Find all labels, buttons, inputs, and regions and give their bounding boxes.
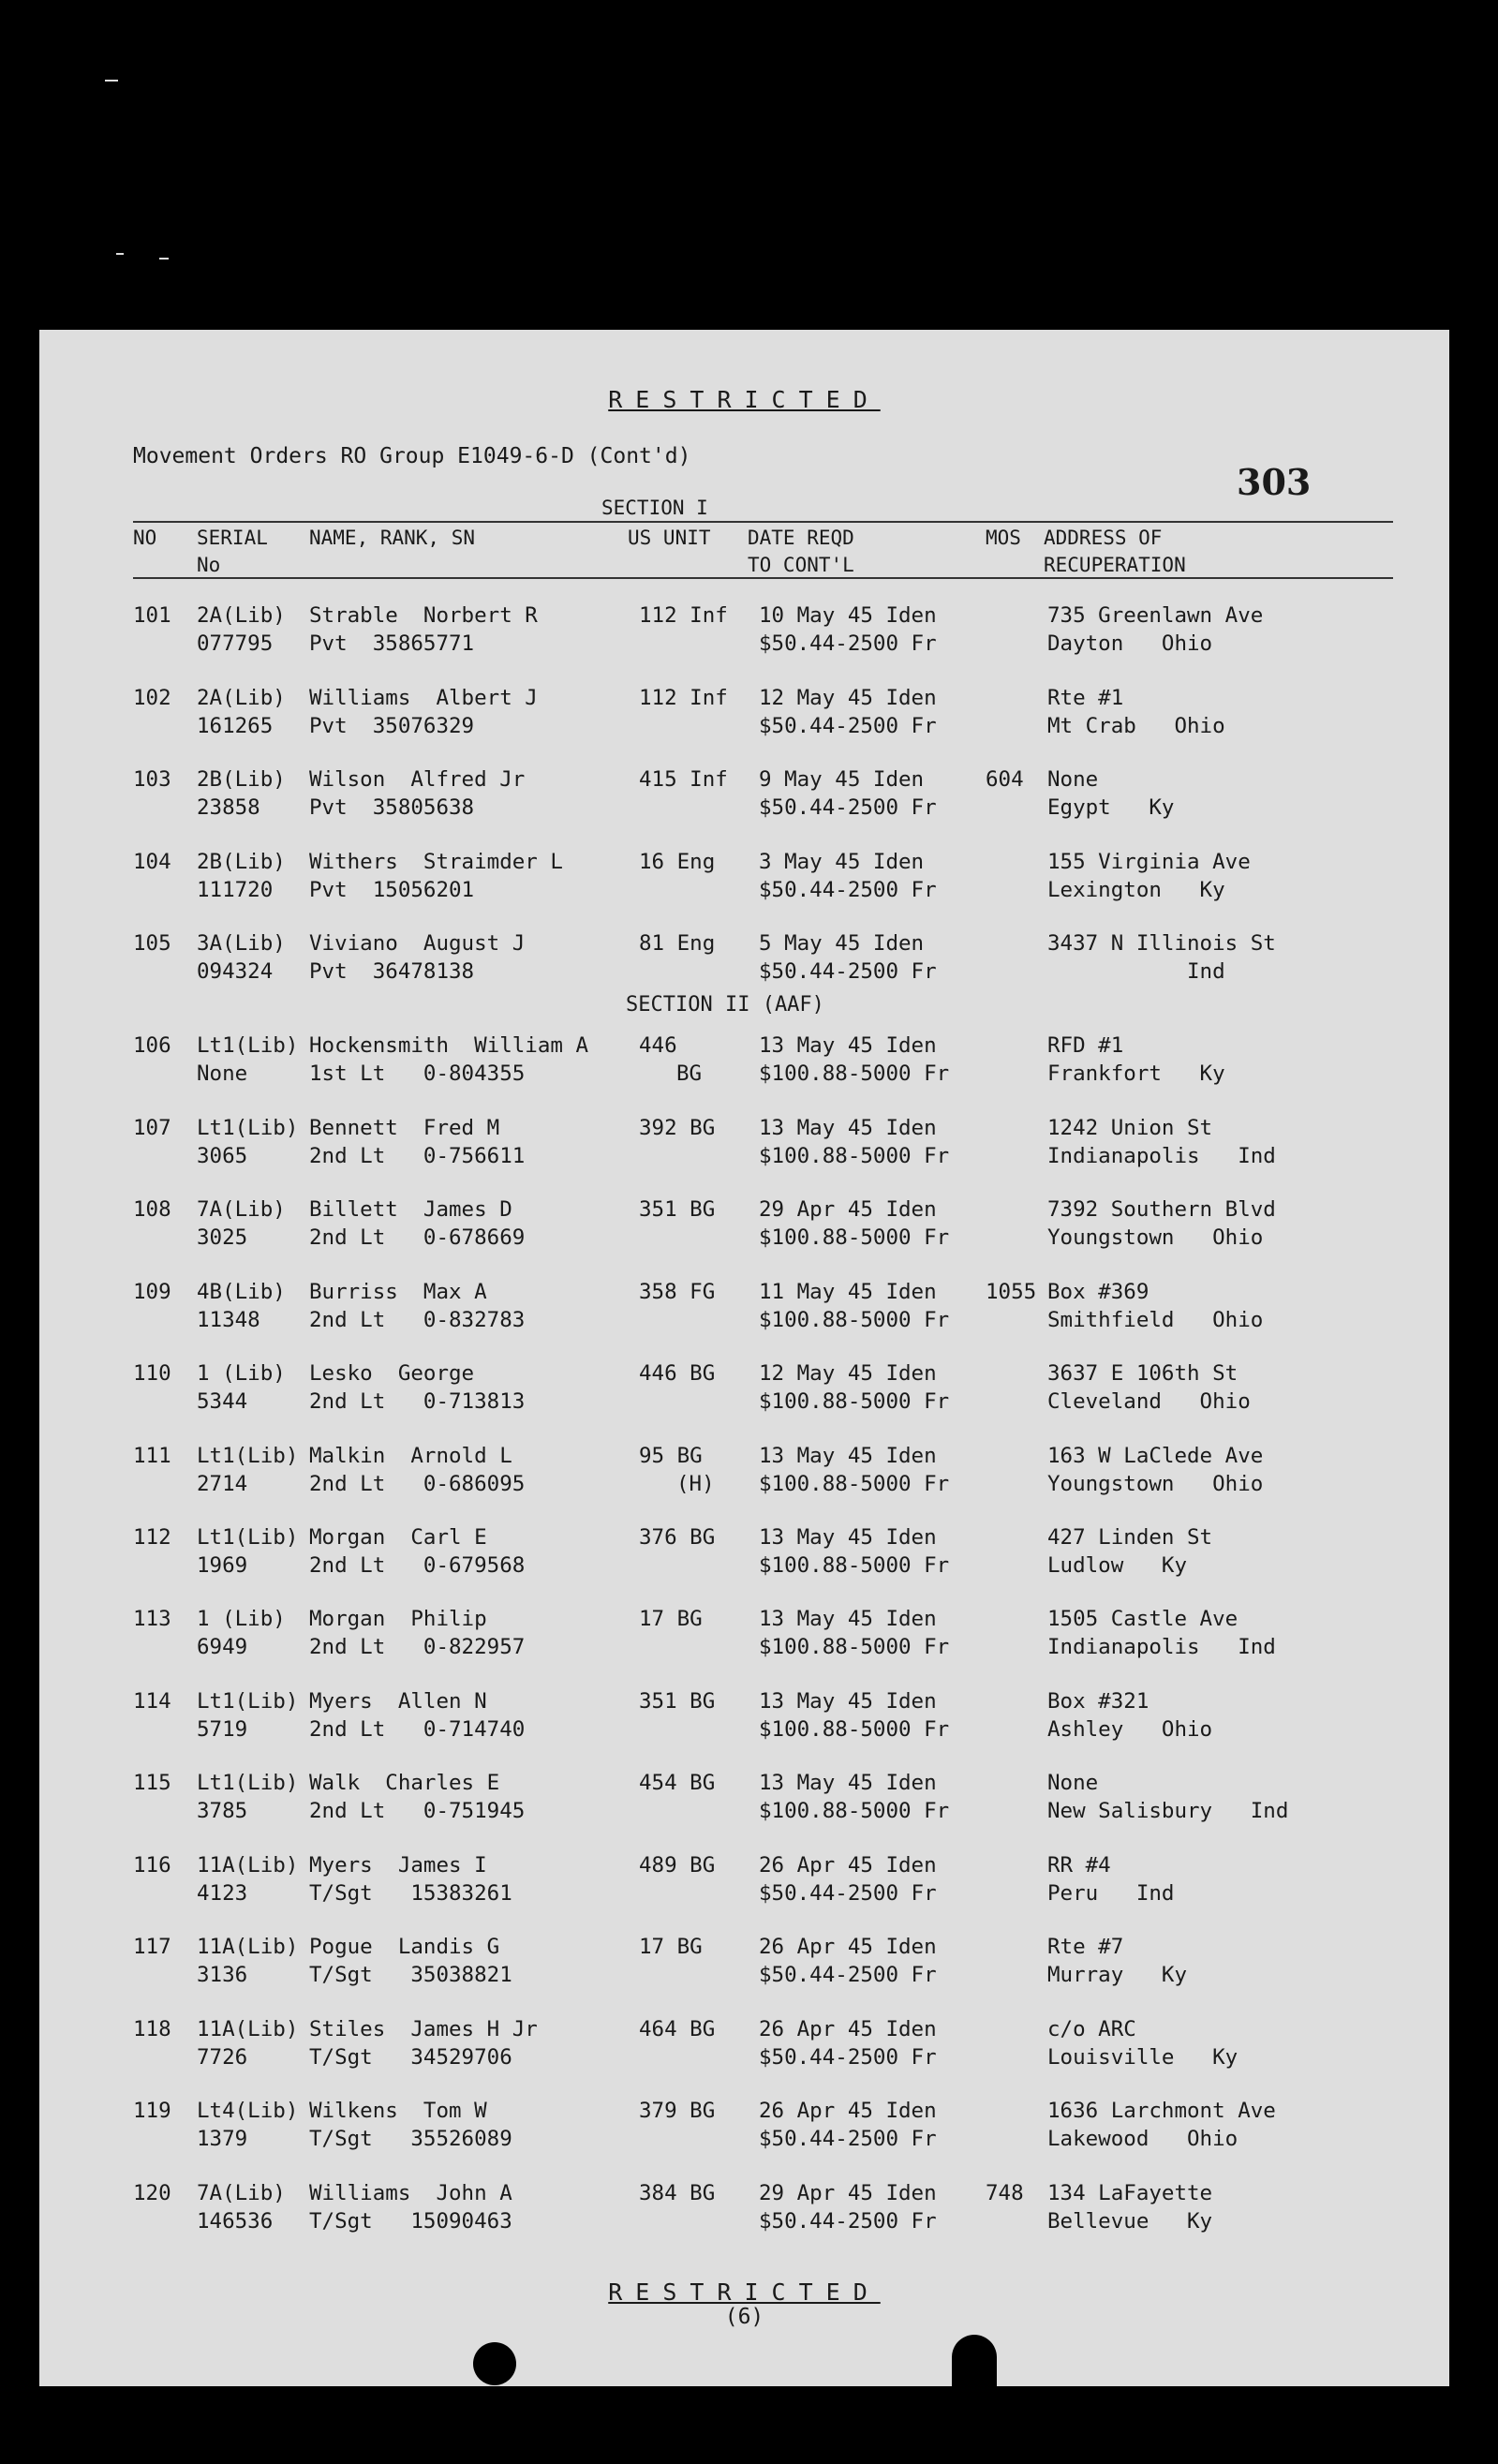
record-row	[39, 1687, 1449, 1753]
record-unit: 376 BG	[639, 1525, 716, 1550]
record-serial: 4B(Lib)	[197, 1280, 286, 1304]
record-name: Morgan Carl E	[309, 1525, 487, 1550]
footer-page-number: (6)	[724, 2305, 764, 2329]
record-serial: 2A(Lib)	[197, 603, 286, 628]
record-pay: $100.88-5000 Fr	[759, 1717, 950, 1742]
record-no: 103	[133, 767, 171, 792]
record-rank-sn: 2nd Lt 0-679568	[309, 1553, 526, 1578]
record-serial: Lt1(Lib)	[197, 1116, 299, 1140]
record-name: Myers James I	[309, 1853, 487, 1878]
record-no: 113	[133, 1607, 171, 1631]
record-serial: Lt1(Lib)	[197, 1525, 299, 1550]
record-unit: 464 BG	[639, 2017, 716, 2041]
record-address: 163 W LaClede Ave	[1047, 1444, 1264, 1468]
record-rank-sn: 2nd Lt 0-686095	[309, 1472, 526, 1496]
col-address-2: RECUPERATION	[1044, 554, 1186, 576]
record-city: Smithfield Ohio	[1047, 1308, 1264, 1332]
record-date: 13 May 45 Iden	[759, 1444, 937, 1468]
record-address: None	[1047, 1771, 1099, 1795]
record-city: Louisville Ky	[1047, 2045, 1238, 2070]
record-row	[39, 684, 1449, 750]
record-rank-sn: Pvt 35805638	[309, 795, 475, 820]
record-pay: $100.88-5000 Fr	[759, 1553, 950, 1578]
record-no: 114	[133, 1689, 171, 1714]
record-unit: 384 BG	[639, 2181, 716, 2205]
record-serial2: None	[197, 1061, 248, 1086]
record-rank-sn: 2nd Lt 0-678669	[309, 1225, 526, 1250]
record-serial: 1 (Lib)	[197, 1607, 286, 1631]
record-city: Murray Ky	[1047, 1963, 1188, 1987]
header-rule-top	[133, 521, 1393, 523]
record-rank-sn: T/Sgt 35038821	[309, 1963, 512, 1987]
record-city: Bellevue Ky	[1047, 2209, 1213, 2234]
header-restricted: RESTRICTED	[608, 386, 881, 413]
record-city: New Salisbury Ind	[1047, 1799, 1289, 1823]
record-serial: 11A(Lib)	[197, 1853, 299, 1878]
record-row	[39, 1523, 1449, 1589]
record-serial2: 094324	[197, 959, 274, 984]
footer-restricted: RESTRICTED	[608, 2278, 881, 2306]
record-no: 112	[133, 1525, 171, 1550]
record-date: 26 Apr 45 Iden	[759, 1853, 937, 1878]
record-rank-sn: Pvt 35076329	[309, 714, 475, 738]
record-city: Indianapolis Ind	[1047, 1635, 1276, 1659]
record-no: 111	[133, 1444, 171, 1468]
record-row	[39, 765, 1449, 831]
record-rank-sn: Pvt 36478138	[309, 959, 475, 984]
record-row	[39, 1605, 1449, 1670]
record-serial2: 161265	[197, 714, 274, 738]
record-city: Lexington Ky	[1047, 878, 1225, 902]
record-address: 155 Virginia Ave	[1047, 850, 1251, 874]
record-date: 13 May 45 Iden	[759, 1689, 937, 1714]
record-address: 1242 Union St	[1047, 1116, 1213, 1140]
record-date: 3 May 45 Iden	[759, 850, 925, 874]
record-serial: Lt1(Lib)	[197, 1771, 299, 1795]
record-city: Lakewood Ohio	[1047, 2127, 1238, 2151]
record-date: 13 May 45 Iden	[759, 1525, 937, 1550]
record-serial: 2B(Lib)	[197, 767, 286, 792]
record-row	[39, 1933, 1449, 1998]
record-pay: $50.44-2500 Fr	[759, 2045, 937, 2070]
record-row	[39, 2015, 1449, 2081]
record-row	[39, 1278, 1449, 1343]
record-pay: $100.88-5000 Fr	[759, 1389, 950, 1414]
record-row	[39, 1851, 1449, 1917]
record-unit: 17 BG	[639, 1607, 703, 1631]
record-address: c/o ARC	[1047, 2017, 1136, 2041]
record-pay: $100.88-5000 Fr	[759, 1144, 950, 1168]
record-unit: 446	[639, 1033, 677, 1058]
record-date: 13 May 45 Iden	[759, 1033, 937, 1058]
record-unit: 351 BG	[639, 1197, 716, 1222]
record-serial2: 4123	[197, 1881, 248, 1906]
record-row	[39, 1769, 1449, 1834]
scan-mark	[159, 258, 169, 260]
record-rank-sn: T/Sgt 34529706	[309, 2045, 512, 2070]
record-pay: $100.88-5000 Fr	[759, 1308, 950, 1332]
record-serial2: 3025	[197, 1225, 248, 1250]
record-unit: 379 BG	[639, 2099, 716, 2123]
record-name: Lesko George	[309, 1361, 475, 1386]
record-date: 13 May 45 Iden	[759, 1116, 937, 1140]
record-serial2: 1379	[197, 2127, 248, 2151]
record-unit-2: BG	[676, 1061, 703, 1086]
record-row	[39, 1114, 1449, 1180]
record-date: 26 Apr 45 Iden	[759, 2099, 937, 2123]
record-name: Burriss Max A	[309, 1280, 487, 1304]
record-pay: $50.44-2500 Fr	[759, 1881, 937, 1906]
punch-hole	[473, 2342, 516, 2385]
record-rank-sn: T/Sgt 15090463	[309, 2209, 512, 2234]
record-mos: 604	[986, 767, 1024, 792]
record-serial2: 2714	[197, 1472, 248, 1496]
record-pay: $50.44-2500 Fr	[759, 631, 937, 656]
record-city: Ind	[1047, 959, 1225, 984]
document-subtitle: Movement Orders RO Group E1049-6-D (Cont'd)	[133, 444, 691, 468]
record-city: Indianapolis Ind	[1047, 1144, 1276, 1168]
record-address: RR #4	[1047, 1853, 1111, 1878]
record-rank-sn: 1st Lt 0-804355	[309, 1061, 526, 1086]
record-date: 12 May 45 Iden	[759, 1361, 937, 1386]
record-no: 108	[133, 1197, 171, 1222]
record-no: 115	[133, 1771, 171, 1795]
record-no: 118	[133, 2017, 171, 2041]
record-name: Strable Norbert R	[309, 603, 538, 628]
record-date: 29 Apr 45 Iden	[759, 1197, 937, 1222]
record-address: Rte #1	[1047, 686, 1124, 710]
record-unit: 415 Inf	[639, 767, 728, 792]
record-serial: Lt1(Lib)	[197, 1033, 299, 1058]
record-serial2: 146536	[197, 2209, 274, 2234]
record-pay: $100.88-5000 Fr	[759, 1472, 950, 1496]
record-city: Cleveland Ohio	[1047, 1389, 1251, 1414]
record-name: Viviano August J	[309, 931, 526, 956]
record-date: 13 May 45 Iden	[759, 1607, 937, 1631]
record-unit: 17 BG	[639, 1935, 703, 1959]
record-row	[39, 1442, 1449, 1507]
record-no: 104	[133, 850, 171, 874]
record-serial: 2B(Lib)	[197, 850, 286, 874]
record-row	[39, 2179, 1449, 2245]
record-city: Dayton Ohio	[1047, 631, 1213, 656]
record-no: 105	[133, 931, 171, 956]
record-row	[39, 2097, 1449, 2162]
record-address: None	[1047, 767, 1099, 792]
record-pay: $100.88-5000 Fr	[759, 1061, 950, 1086]
section-2-heading: SECTION II (AAF)	[626, 993, 824, 1017]
record-row	[39, 1359, 1449, 1425]
col-mos: MOS	[986, 527, 1021, 549]
record-no: 120	[133, 2181, 171, 2205]
record-unit: 489 BG	[639, 1853, 716, 1878]
record-rank-sn: Pvt 35865771	[309, 631, 475, 656]
record-serial: Lt4(Lib)	[197, 2099, 299, 2123]
record-serial2: 5719	[197, 1717, 248, 1742]
record-serial2: 11348	[197, 1308, 260, 1332]
record-name: Bennett Fred M	[309, 1116, 500, 1140]
record-pay: $50.44-2500 Fr	[759, 795, 937, 820]
record-date: 10 May 45 Iden	[759, 603, 937, 628]
record-rank-sn: 2nd Lt 0-713813	[309, 1389, 526, 1414]
record-rank-sn: 2nd Lt 0-714740	[309, 1717, 526, 1742]
record-unit: 16 Eng	[639, 850, 716, 874]
record-address: Box #369	[1047, 1280, 1149, 1304]
record-address: 427 Linden St	[1047, 1525, 1213, 1550]
record-rank-sn: 2nd Lt 0-751945	[309, 1799, 526, 1823]
record-address: 735 Greenlawn Ave	[1047, 603, 1264, 628]
record-pay: $50.44-2500 Fr	[759, 878, 937, 902]
record-date: 5 May 45 Iden	[759, 931, 925, 956]
record-serial2: 3065	[197, 1144, 248, 1168]
record-serial2: 7726	[197, 2045, 248, 2070]
record-name: Hockensmith William A	[309, 1033, 589, 1058]
record-date: 12 May 45 Iden	[759, 686, 937, 710]
record-pay: $50.44-2500 Fr	[759, 959, 937, 984]
record-unit: 112 Inf	[639, 686, 728, 710]
record-serial2: 111720	[197, 878, 274, 902]
header-rule-bottom	[133, 577, 1393, 579]
record-name: Wilson Alfred Jr	[309, 767, 526, 792]
record-city: Youngstown Ohio	[1047, 1472, 1264, 1496]
col-address: ADDRESS OF	[1044, 527, 1163, 549]
record-serial: 7A(Lib)	[197, 1197, 286, 1222]
record-name: Pogue Landis G	[309, 1935, 500, 1959]
record-city: Ashley Ohio	[1047, 1717, 1213, 1742]
record-name: Malkin Arnold L	[309, 1444, 512, 1468]
record-unit: 446 BG	[639, 1361, 716, 1386]
record-city: Mt Crab Ohio	[1047, 714, 1225, 738]
record-rank-sn: 2nd Lt 0-756611	[309, 1144, 526, 1168]
record-row	[39, 601, 1449, 667]
record-address: 3437 N Illinois St	[1047, 931, 1276, 956]
record-name: Myers Allen N	[309, 1689, 487, 1714]
record-serial: 11A(Lib)	[197, 2017, 299, 2041]
record-serial2: 1969	[197, 1553, 248, 1578]
record-date: 13 May 45 Iden	[759, 1771, 937, 1795]
record-address: 134 LaFayette	[1047, 2181, 1213, 2205]
record-no: 107	[133, 1116, 171, 1140]
record-serial: Lt1(Lib)	[197, 1689, 299, 1714]
record-city: Peru Ind	[1047, 1881, 1175, 1906]
document-page	[39, 330, 1449, 2386]
record-name: Stiles James H Jr	[309, 2017, 538, 2041]
record-name: Morgan Philip	[309, 1607, 487, 1631]
scan-mark	[116, 253, 124, 255]
record-serial: 2A(Lib)	[197, 686, 286, 710]
record-serial2: 3785	[197, 1799, 248, 1823]
record-serial2: 5344	[197, 1389, 248, 1414]
record-serial2: 23858	[197, 795, 260, 820]
record-name: Wilkens Tom W	[309, 2099, 487, 2123]
col-serial: SERIAL	[197, 527, 268, 549]
record-no: 101	[133, 603, 171, 628]
record-date: 29 Apr 45 Iden	[759, 2181, 937, 2205]
record-serial2: 6949	[197, 1635, 248, 1659]
record-row	[39, 929, 1449, 995]
record-unit: 358 FG	[639, 1280, 716, 1304]
record-unit: 81 Eng	[639, 931, 716, 956]
record-unit: 95 BG	[639, 1444, 703, 1468]
record-pay: $50.44-2500 Fr	[759, 2127, 937, 2151]
record-date: 11 May 45 Iden	[759, 1280, 937, 1304]
record-rank-sn: 2nd Lt 0-822957	[309, 1635, 526, 1659]
record-rank-sn: 2nd Lt 0-832783	[309, 1308, 526, 1332]
record-no: 117	[133, 1935, 171, 1959]
record-unit: 392 BG	[639, 1116, 716, 1140]
record-date: 9 May 45 Iden	[759, 767, 925, 792]
record-address: Rte #7	[1047, 1935, 1124, 1959]
record-unit: 454 BG	[639, 1771, 716, 1795]
record-pay: $50.44-2500 Fr	[759, 714, 937, 738]
col-date-2: TO CONT'L	[748, 554, 854, 576]
record-city: Egypt Ky	[1047, 795, 1175, 820]
record-no: 119	[133, 2099, 171, 2123]
col-serial-2: No	[197, 554, 221, 576]
record-pay: $50.44-2500 Fr	[759, 2209, 937, 2234]
col-unit: US UNIT	[628, 527, 711, 549]
record-serial2: 3136	[197, 1963, 248, 1987]
section-1-heading: SECTION I	[601, 497, 708, 519]
record-name: Withers Straimder L	[309, 850, 563, 874]
record-rank-sn: Pvt 15056201	[309, 878, 475, 902]
record-name: Billett James D	[309, 1197, 512, 1222]
record-address: 1505 Castle Ave	[1047, 1607, 1238, 1631]
record-unit: 351 BG	[639, 1689, 716, 1714]
col-name: NAME, RANK, SN	[309, 527, 476, 549]
record-no: 116	[133, 1853, 171, 1878]
record-rank-sn: T/Sgt 15383261	[309, 1881, 512, 1906]
record-no: 102	[133, 686, 171, 710]
record-city: Youngstown Ohio	[1047, 1225, 1264, 1250]
record-no: 109	[133, 1280, 171, 1304]
record-pay: $100.88-5000 Fr	[759, 1799, 950, 1823]
record-name: Walk Charles E	[309, 1771, 500, 1795]
record-pay: $50.44-2500 Fr	[759, 1963, 937, 1987]
record-no: 110	[133, 1361, 171, 1386]
record-pay: $100.88-5000 Fr	[759, 1635, 950, 1659]
record-no: 106	[133, 1033, 171, 1058]
record-name: Williams Albert J	[309, 686, 538, 710]
record-date: 26 Apr 45 Iden	[759, 2017, 937, 2041]
record-row	[39, 1195, 1449, 1261]
record-name: Williams John A	[309, 2181, 512, 2205]
record-serial: 1 (Lib)	[197, 1361, 286, 1386]
punch-hole	[952, 2335, 997, 2412]
col-date: DATE REQD	[748, 527, 854, 549]
record-rank-sn: T/Sgt 35526089	[309, 2127, 512, 2151]
record-address: 1636 Larchmont Ave	[1047, 2099, 1276, 2123]
page-number: 303	[1237, 461, 1312, 503]
record-city: Frankfort Ky	[1047, 1061, 1225, 1086]
record-row	[39, 848, 1449, 913]
record-row	[39, 1032, 1449, 1097]
record-serial: 11A(Lib)	[197, 1935, 299, 1959]
record-unit-2: (H)	[676, 1472, 715, 1496]
record-serial: Lt1(Lib)	[197, 1444, 299, 1468]
record-serial: 7A(Lib)	[197, 2181, 286, 2205]
record-unit: 112 Inf	[639, 603, 728, 628]
record-city: Ludlow Ky	[1047, 1553, 1188, 1578]
record-serial2: 077795	[197, 631, 274, 656]
record-mos: 748	[986, 2181, 1024, 2205]
record-address: RFD #1	[1047, 1033, 1124, 1058]
record-serial: 3A(Lib)	[197, 931, 286, 956]
record-date: 26 Apr 45 Iden	[759, 1935, 937, 1959]
record-mos: 1055	[986, 1280, 1037, 1304]
record-address: 3637 E 106th St	[1047, 1361, 1238, 1386]
scan-mark	[105, 80, 118, 82]
record-pay: $100.88-5000 Fr	[759, 1225, 950, 1250]
record-address: 7392 Southern Blvd	[1047, 1197, 1276, 1222]
record-address: Box #321	[1047, 1689, 1149, 1714]
col-no: NO	[133, 527, 157, 549]
